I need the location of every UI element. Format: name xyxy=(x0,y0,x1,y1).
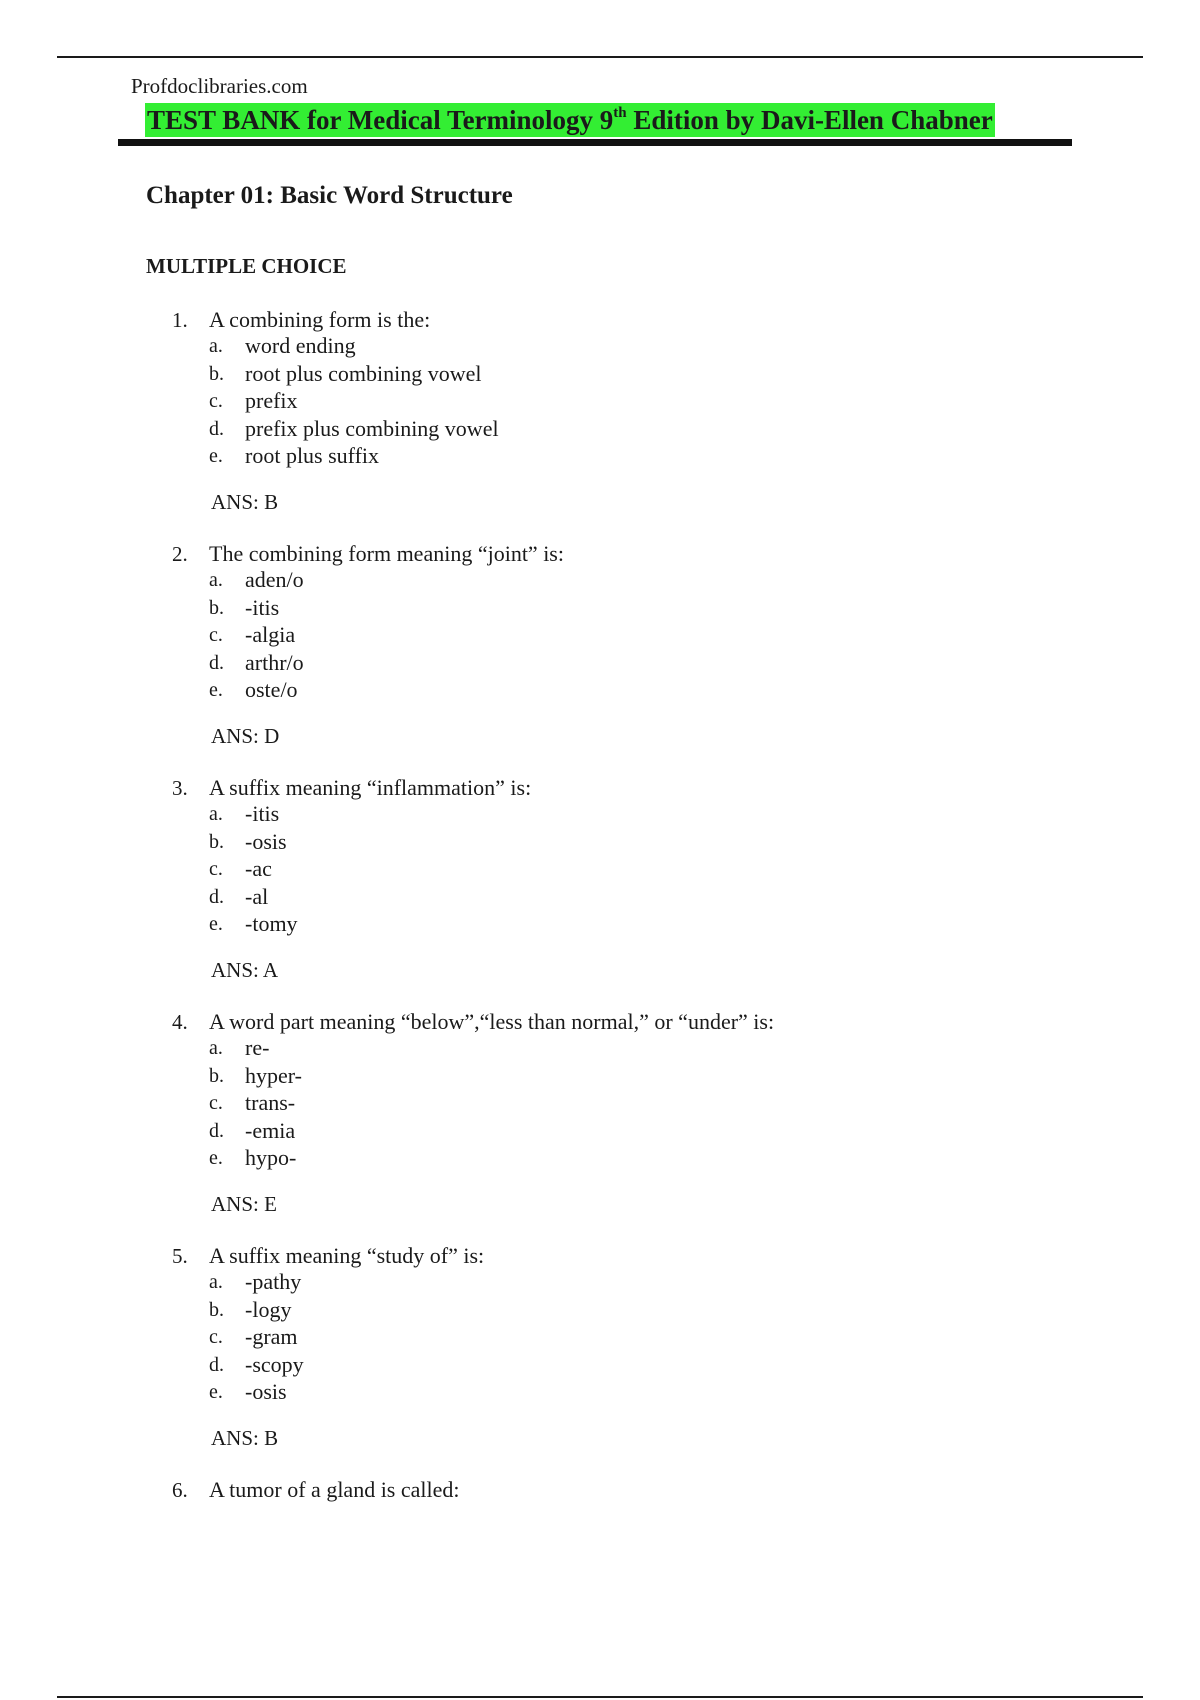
option-text: -logy xyxy=(245,1296,292,1322)
option-letter: a. xyxy=(209,335,223,357)
option-letter: a. xyxy=(209,803,223,825)
option-text: -gram xyxy=(245,1324,298,1349)
answer-key: ANS: B xyxy=(211,490,279,514)
site-name: Profdoclibraries.com xyxy=(131,74,308,98)
option-text: root plus suffix xyxy=(245,443,380,468)
option-text: hyper- xyxy=(245,1062,302,1088)
answer-key: ANS: B xyxy=(211,1426,279,1450)
option-letter: e. xyxy=(209,679,223,701)
option-letter: c. xyxy=(209,390,223,412)
option-text: root plus combining vowel xyxy=(245,360,482,386)
option-letter: c. xyxy=(209,624,223,646)
option-letter: a. xyxy=(209,1271,223,1293)
option-letter: a. xyxy=(209,569,223,591)
answer-key: ANS: A xyxy=(211,958,279,982)
option-text: hypo- xyxy=(245,1145,297,1170)
question-text: A suffix meaning “inflammation” is: xyxy=(209,775,532,800)
bottom-rule xyxy=(57,1696,1143,1698)
question-text: A suffix meaning “study of” is: xyxy=(209,1243,485,1268)
option-letter: d. xyxy=(209,1353,224,1376)
chapter-title: Chapter 01: Basic Word Structure xyxy=(146,182,513,209)
top-rule xyxy=(57,56,1143,58)
banner-text-end: Edition by Davi-Ellen Chabner xyxy=(626,105,993,135)
question-number: 2. xyxy=(172,542,188,566)
option-letter: c. xyxy=(209,1092,223,1114)
option-text: prefix plus combining vowel xyxy=(245,415,499,441)
option-letter: d. xyxy=(209,885,224,908)
option-text: -itis xyxy=(245,801,280,826)
option-text: -al xyxy=(245,883,269,909)
option-text: -tomy xyxy=(245,911,298,936)
option-text: -pathy xyxy=(245,1269,302,1294)
question-number: 5. xyxy=(172,1244,188,1268)
option-text: re- xyxy=(245,1035,270,1060)
question-text: A word part meaning “below”,“less than normal,” or “under” is: xyxy=(209,1009,775,1034)
option-text: aden/o xyxy=(245,567,304,592)
option-text: -scopy xyxy=(245,1351,304,1377)
option-text: arthr/o xyxy=(245,649,304,675)
banner-text-start: TEST BANK for Medical Terminology 9 xyxy=(147,105,614,135)
option-letter: e. xyxy=(209,1147,223,1169)
option-text: -osis xyxy=(245,828,287,854)
option-text: -emia xyxy=(245,1117,296,1143)
option-text: -algia xyxy=(245,622,296,647)
option-letter: a. xyxy=(209,1037,223,1059)
option-letter: e. xyxy=(209,913,223,935)
option-text: -itis xyxy=(245,594,280,620)
option-letter: e. xyxy=(209,445,223,467)
question-number: 3. xyxy=(172,776,188,800)
question-number: 4. xyxy=(172,1010,188,1034)
banner-underline xyxy=(118,139,1072,146)
answer-key: ANS: E xyxy=(211,1192,277,1216)
option-text: -osis xyxy=(245,1379,287,1404)
question-text: A combining form is the: xyxy=(209,307,431,332)
option-text: oste/o xyxy=(245,677,298,702)
option-letter: c. xyxy=(209,1326,223,1348)
option-text: -ac xyxy=(245,856,272,881)
option-letter: d. xyxy=(209,1119,224,1142)
option-letter: b. xyxy=(209,1298,224,1321)
answer-key: ANS: D xyxy=(211,724,280,748)
question-number: 1. xyxy=(172,308,188,332)
option-letter: d. xyxy=(209,417,224,440)
section-title: MULTIPLE CHOICE xyxy=(146,254,347,278)
option-letter: d. xyxy=(209,651,224,674)
option-letter: b. xyxy=(209,596,224,619)
question-text: The combining form meaning “joint” is: xyxy=(209,541,564,566)
option-letter: e. xyxy=(209,1381,223,1403)
option-letter: b. xyxy=(209,1064,224,1087)
option-letter: b. xyxy=(209,362,224,385)
banner-superscript: th xyxy=(613,105,627,121)
option-text: trans- xyxy=(245,1090,296,1115)
question-text: A tumor of a gland is called: xyxy=(209,1477,460,1502)
option-letter: c. xyxy=(209,858,223,880)
option-letter: b. xyxy=(209,830,224,853)
question-number: 6. xyxy=(172,1478,188,1502)
option-text: prefix xyxy=(245,388,298,413)
option-text: word ending xyxy=(245,333,356,358)
document-banner xyxy=(145,103,995,137)
